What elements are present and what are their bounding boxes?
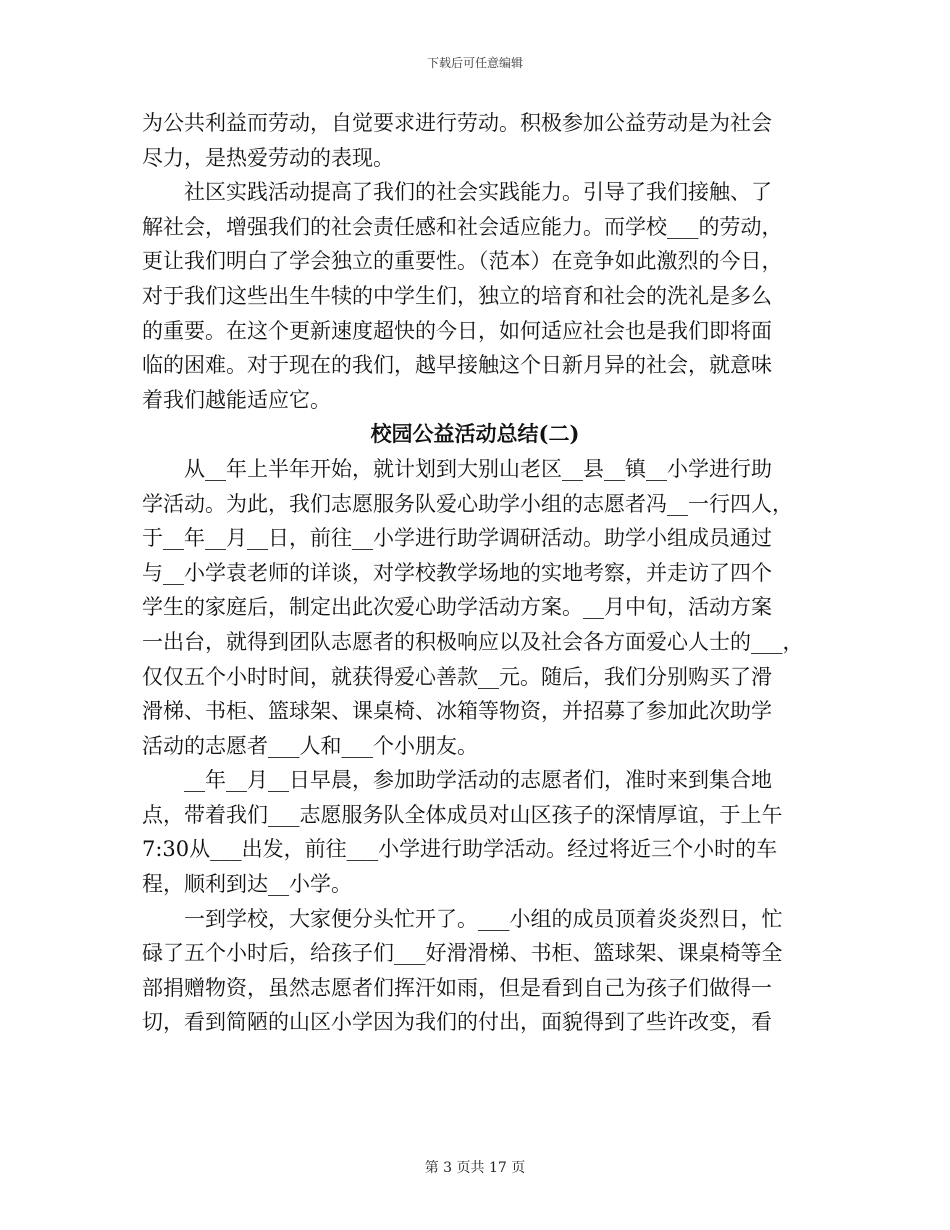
- paragraph-line: 更让我们明白了学会独立的重要性。（范本）在竞争如此激烈的今日，: [142, 249, 783, 274]
- paragraph-first-line: 从__年上半年开始，就计划到大别山老区__县__镇__小学进行助: [184, 456, 772, 481]
- paragraph-line: 学活动。为此，我们志愿服务队爱心助学小组的志愿者冯__一行四人，: [142, 491, 793, 516]
- page-footer: 第 3 页共 17 页: [424, 1160, 526, 1176]
- paragraph-line: 于__年__月__日，前往__小学进行助学调研活动。助学小组成员通过: [142, 526, 772, 551]
- paragraph-line: 滑梯、书柜、篮球架、课桌椅、冰箱等物资，并招募了参加此次助学: [142, 699, 772, 724]
- paragraph-line: 对于我们这些出生牛犊的中学生们，独立的培育和社会的洗礼是多么: [142, 283, 772, 308]
- paragraph-line: 的重要。在这个更新速度超快的今日，如何适应社会也是我们即将面: [142, 318, 772, 343]
- paragraph-line: 与__小学袁老师的详谈，对学校教学场地的实地考察，并走访了四个: [142, 560, 772, 585]
- paragraph-line: 一出台，就得到团队志愿者的积极响应以及社会各方面爱心人士的___，: [142, 629, 804, 654]
- paragraph-line: 程，顺利到达__小学。: [142, 872, 352, 897]
- document-body: [142, 106, 808, 1040]
- paragraph-line: 学生的家庭后，制定出此次爱心助学活动方案。__月中旬，活动方案: [142, 595, 772, 620]
- paragraph-line: 尽力，是热爱劳动的表现。: [142, 145, 394, 170]
- paragraph-line: 部捐赠物资，虽然志愿者们挥汗如雨，但是看到自己为孩子们做得一: [142, 975, 772, 1000]
- paragraph-line: 解社会，增强我们的社会责任感和社会适应能力。而学校___的劳动，: [142, 214, 783, 239]
- paragraph-line: 为公共利益而劳动，自觉要求进行劳动。积极参加公益劳动是为社会: [142, 111, 772, 135]
- paragraph-line: 活动的志愿者___人和___个小朋友。: [142, 733, 478, 758]
- paragraph-first-line: __年__月__日早晨，参加助学活动的志愿者们，准时来到集合地: [184, 768, 772, 793]
- paragraph-line: 着我们越能适应它。: [142, 387, 331, 412]
- paragraph-first-line: 社区实践活动提高了我们的社会实践能力。引导了我们接触、了: [184, 180, 772, 205]
- paragraph-first-line: 一到学校，大家便分头忙开了。___小组的成员顶着炎炎烈日，忙: [184, 906, 783, 931]
- section-title: 校园公益活动总结(二): [370, 421, 580, 447]
- paragraph-line: 切，看到简陋的山区小学因为我们的付出，面貌得到了些许改变，看: [142, 1010, 772, 1035]
- paragraph-line: 仅仅五个小时时间，就获得爱心善款__元。随后，我们分别购买了滑: [142, 664, 772, 689]
- paragraph-line: 点，带着我们___志愿服务队全体成员对山区孩子的深情厚谊，于上午: [142, 802, 783, 827]
- paragraph-line: 7:30从___出发，前往___小学进行助学活动。经过将近三个小时的车: [142, 837, 778, 862]
- paragraph-line: 碌了五个小时后，给孩子们___好滑滑梯、书柜、篮球架、课桌椅等全: [142, 941, 783, 966]
- page-header: 下载后可任意编辑: [426, 56, 523, 70]
- paragraph-line: 临的困难。对于现在的我们，越早接触这个日新月异的社会，就意味: [142, 353, 772, 378]
